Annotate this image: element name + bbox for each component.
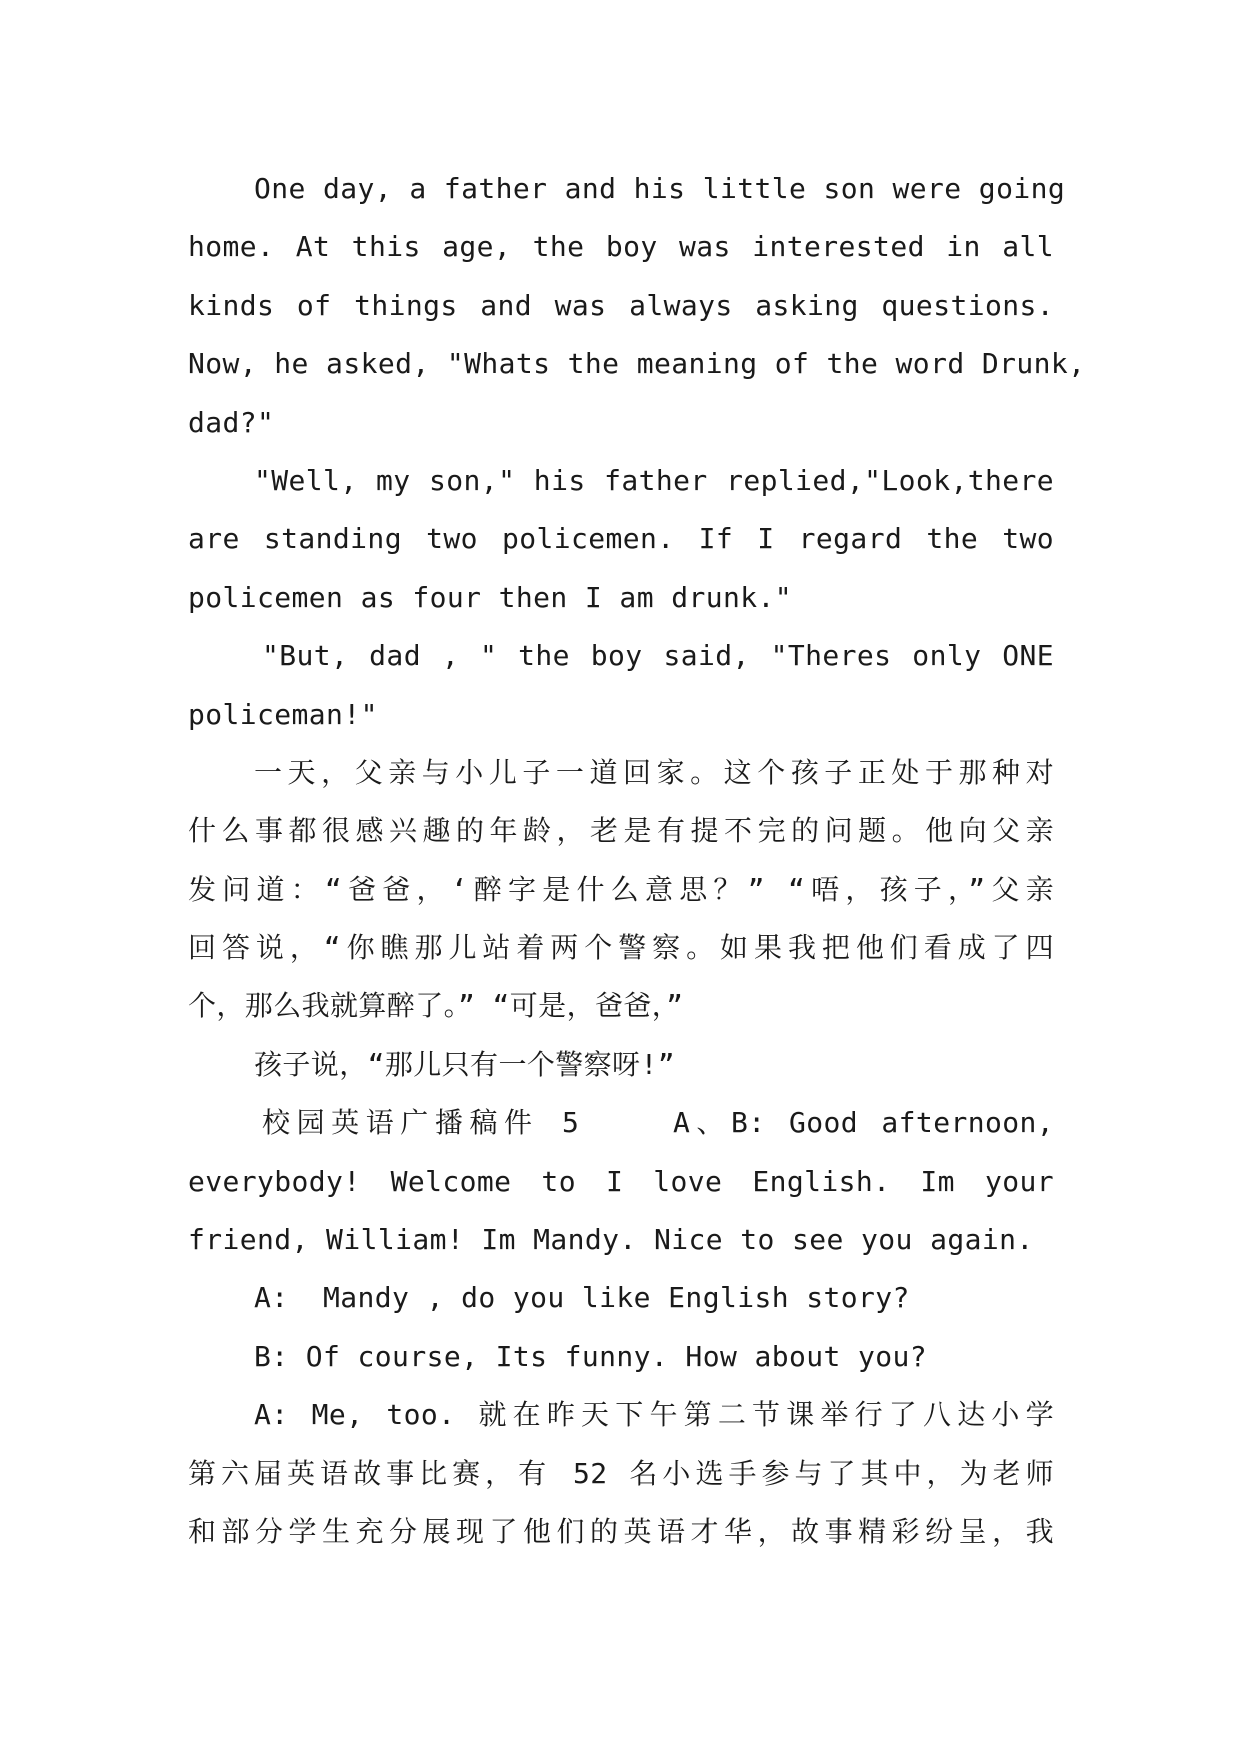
text-line: 发问道：“爸爸，‘醉字是什么意思？” “唔，孩子，”父亲 — [188, 872, 1054, 906]
text-line: "Well, my son," his father replied,"Look,there — [254, 463, 1054, 497]
text-line: everybody! Welcome to I love English. Im your — [188, 1164, 1054, 1198]
text-line: home. At this age, the boy was interested in all — [188, 230, 1054, 264]
text-line: 第六届英语故事比赛，有 52 名小选手参与了其中，为老师 — [188, 1456, 1054, 1490]
text-line: 一天，父亲与小儿子一道回家。这个孩子正处于那种对 — [254, 755, 1054, 789]
text-line: Now, he asked, "Whats the meaning of the word Drunk, — [188, 347, 1086, 381]
text-line: 校园英语广播稿件 5 A、B: Good afternoon, — [262, 1106, 1054, 1140]
text-line: policemen as four then I am drunk." — [188, 580, 793, 614]
text-line: friend, William! Im Mandy. Nice to see you again. — [188, 1223, 1034, 1257]
text-line: "But, dad , " the boy said, "Theres only ONE — [262, 639, 1054, 673]
document-text-body — [188, 160, 1086, 1561]
text-line: kinds of things and was always asking questions. — [188, 288, 1054, 322]
text-line: dad?" — [188, 405, 275, 439]
text-line: 和部分学生充分展现了他们的英语才华，故事精彩纷呈，我 — [188, 1514, 1054, 1548]
text-line: A: Me, too. 就在昨天下午第二节课举行了八达小学 — [254, 1398, 1054, 1432]
text-line: are standing two policemen. If I regard the two — [188, 522, 1054, 556]
text-line: 个，那么我就算醉了。” “可是，爸爸，” — [188, 989, 684, 1023]
text-line: One day, a father and his little son were going — [254, 172, 1066, 205]
text-line: A: Mandy , do you like English story? — [254, 1281, 910, 1315]
text-line: 回答说，“你瞧那儿站着两个警察。如果我把他们看成了四 — [188, 931, 1054, 965]
text-line: B: Of course, Its funny. How about you? — [254, 1339, 928, 1373]
text-line: 孩子说，“那儿只有一个警察呀!” — [254, 1047, 675, 1081]
text-line: policeman!" — [188, 697, 378, 731]
text-line: 什么事都很感兴趣的年龄，老是有提不完的问题。他向父亲 — [188, 814, 1054, 848]
